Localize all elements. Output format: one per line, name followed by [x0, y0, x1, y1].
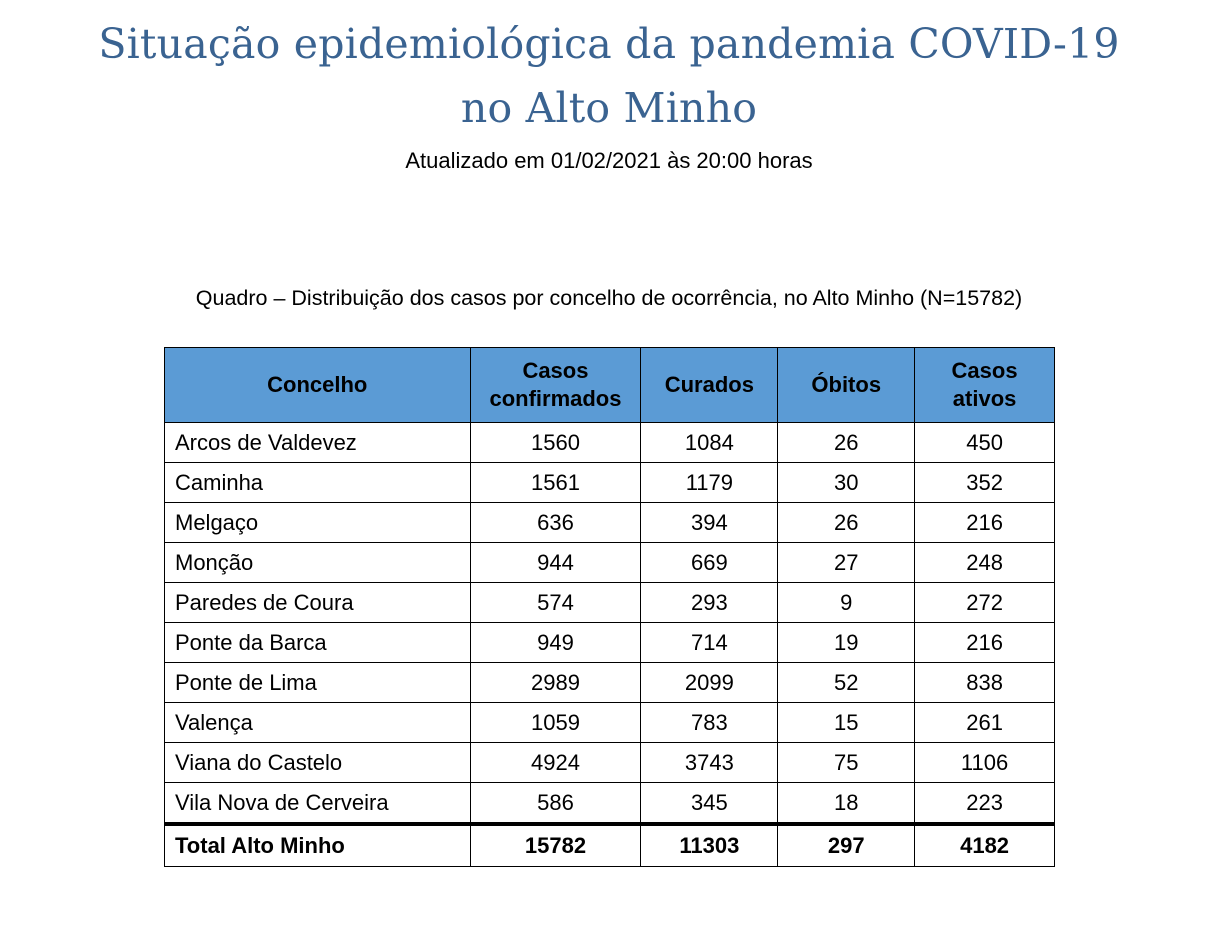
cell-obitos: 9 — [778, 583, 915, 623]
cell-confirmados: 1561 — [470, 463, 641, 503]
header-casos-ativos: Casos ativos — [915, 348, 1055, 423]
cell-concelho: Paredes de Coura — [165, 583, 471, 623]
table-row — [165, 423, 1055, 463]
cell-curados: 345 — [641, 783, 778, 825]
cell-ativos: 272 — [915, 583, 1055, 623]
table-row — [165, 583, 1055, 623]
cell-confirmados: 944 — [470, 543, 641, 583]
cell-ativos: 450 — [915, 423, 1055, 463]
cell-confirmados: 586 — [470, 783, 641, 825]
cell-concelho: Viana do Castelo — [165, 743, 471, 783]
total-obitos: 297 — [778, 824, 915, 867]
cell-obitos: 18 — [778, 783, 915, 825]
cell-ativos: 248 — [915, 543, 1055, 583]
cell-concelho: Ponte da Barca — [165, 623, 471, 663]
document-title-line-1: Situação epidemiológica da pandemia COVID-19 — [98, 20, 1120, 68]
table-row — [165, 543, 1055, 583]
total-ativos: 4182 — [915, 824, 1055, 867]
cell-ativos: 838 — [915, 663, 1055, 703]
cell-curados: 394 — [641, 503, 778, 543]
table-row — [165, 663, 1055, 703]
cell-ativos: 261 — [915, 703, 1055, 743]
total-row — [165, 824, 1055, 867]
cell-confirmados: 2989 — [470, 663, 641, 703]
cell-curados: 669 — [641, 543, 778, 583]
update-timestamp: Atualizado em 01/02/2021 às 20:00 horas — [405, 148, 813, 173]
cell-curados: 3743 — [641, 743, 778, 783]
total-curados: 11303 — [641, 824, 778, 867]
cell-concelho: Caminha — [165, 463, 471, 503]
cell-concelho: Monção — [165, 543, 471, 583]
cell-curados: 293 — [641, 583, 778, 623]
cases-by-municipality-table — [164, 347, 1055, 867]
cell-obitos: 26 — [778, 503, 915, 543]
cell-obitos: 27 — [778, 543, 915, 583]
cell-ativos: 223 — [915, 783, 1055, 825]
cell-confirmados: 949 — [470, 623, 641, 663]
cell-obitos: 75 — [778, 743, 915, 783]
cell-confirmados: 574 — [470, 583, 641, 623]
cell-ativos: 352 — [915, 463, 1055, 503]
cell-concelho: Arcos de Valdevez — [165, 423, 471, 463]
cell-curados: 783 — [641, 703, 778, 743]
document-title-line-2: no Alto Minho — [460, 84, 758, 132]
table-row — [165, 463, 1055, 503]
cell-confirmados: 4924 — [470, 743, 641, 783]
total-label: Total Alto Minho — [165, 824, 471, 867]
cell-obitos: 26 — [778, 423, 915, 463]
cell-curados: 2099 — [641, 663, 778, 703]
cell-confirmados: 1560 — [470, 423, 641, 463]
total-confirmados: 15782 — [470, 824, 641, 867]
cell-curados: 1084 — [641, 423, 778, 463]
cell-confirmados: 1059 — [470, 703, 641, 743]
cell-curados: 1179 — [641, 463, 778, 503]
cell-obitos: 30 — [778, 463, 915, 503]
cell-obitos: 19 — [778, 623, 915, 663]
header-curados: Curados — [641, 348, 778, 423]
cell-confirmados: 636 — [470, 503, 641, 543]
cell-ativos: 1106 — [915, 743, 1055, 783]
table-row — [165, 623, 1055, 663]
header-casos-confirmados: Casos confirmados — [470, 348, 641, 423]
cell-concelho: Ponte de Lima — [165, 663, 471, 703]
header-concelho: Concelho — [165, 348, 471, 423]
table-row — [165, 703, 1055, 743]
table-row — [165, 783, 1055, 825]
header-obitos: Óbitos — [778, 348, 915, 423]
table-caption: Quadro – Distribuição dos casos por concelho de ocorrência, no Alto Minho (N=15782) — [195, 286, 1023, 310]
cell-obitos: 15 — [778, 703, 915, 743]
cell-obitos: 52 — [778, 663, 915, 703]
table-row — [165, 503, 1055, 543]
cell-concelho: Melgaço — [165, 503, 471, 543]
cell-ativos: 216 — [915, 503, 1055, 543]
table-header-row — [165, 348, 1055, 423]
cell-ativos: 216 — [915, 623, 1055, 663]
cell-concelho: Valença — [165, 703, 471, 743]
cell-curados: 714 — [641, 623, 778, 663]
table-row — [165, 743, 1055, 783]
cell-concelho: Vila Nova de Cerveira — [165, 783, 471, 825]
